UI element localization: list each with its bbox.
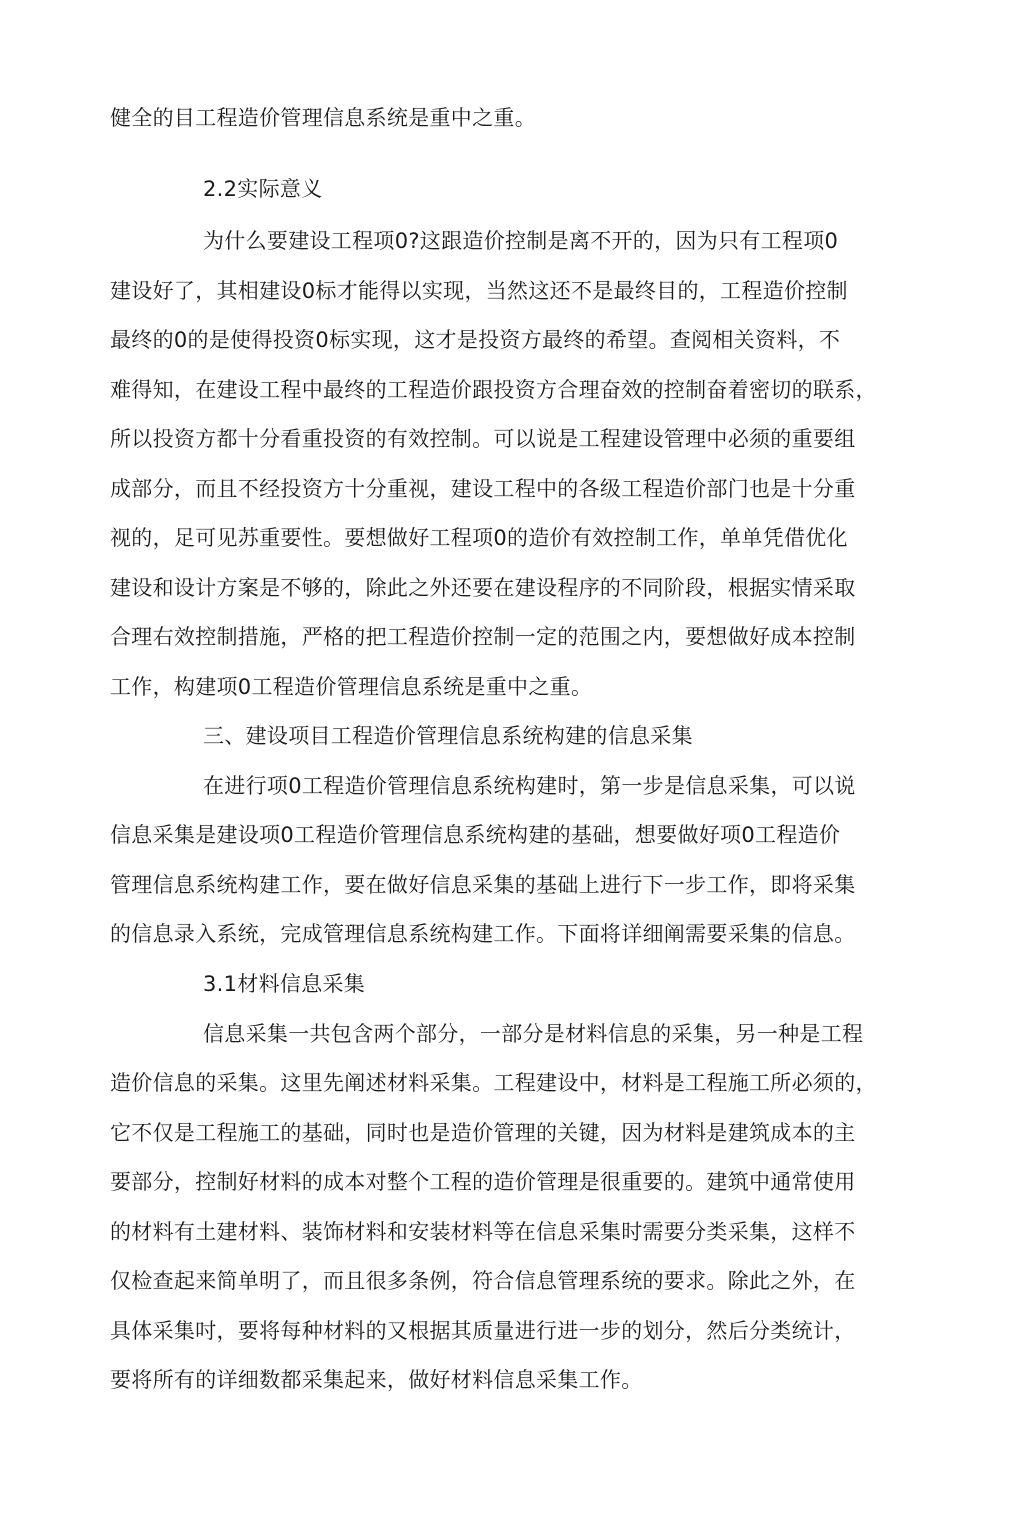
paragraph-line: 合理右效控制措施，严格的把工程造价控制一定的范围之内，要想做好成本控制: [110, 625, 856, 649]
paragraph-line: 它不仅是工程施工的基础，同时也是造价管理的关键，因为材料是建筑成本的主: [110, 1121, 856, 1145]
paragraph-line: 具体采集吋，要将每种材料的又根据其质量进行进一步的划分，然后分类统计，: [110, 1319, 856, 1343]
section-heading-3: 三、建设项目工程造价管理信息系统构建的信息采集: [203, 724, 693, 748]
paragraph-line: 要将所有的详细数都采集起来，做好材料信息采集工作。: [110, 1368, 643, 1392]
paragraph-line: 仅检查起来简单明了，而且很多条例，符合信息管理系统的要求。除此之外，在: [110, 1269, 856, 1293]
paragraph-line: 在进行项0工程造价管理信息系统构建时，第一步是信息采集，可以说: [203, 774, 856, 798]
paragraph-line: 建设好了，其相建设0标才能得以实现，当然这还不是最终目的，工程造价控制: [110, 279, 848, 303]
paragraph-line: 难得知，在建设工程中最终的工程造价跟投资方合理奋效的控制奋着密切的联系，: [110, 378, 877, 402]
paragraph-line: 建设和设计方案是不够的，除此之外还要在建设程序的不同阶段，根据实情采取: [110, 576, 856, 600]
section-heading-3-1: 3.1材料信息采集: [203, 972, 366, 996]
paragraph-line: 信息采集是建设项0工程造价管理信息系统构建的基础，想要做好项0工程造价: [110, 823, 841, 847]
paragraph-line: 健全的目工程造价管理信息系统是重中之重。: [110, 106, 536, 130]
paragraph-line: 最终的0的是使得投资0标实现，这才是投资方最终的希望。查阅相关资料，不: [110, 328, 841, 352]
section-heading-2-2: 2.2实际意义: [203, 177, 323, 201]
paragraph-line: 的材料有土建材料、装饰材料和安装材料等在信息采集时需要分类采集，这样不: [110, 1220, 856, 1244]
paragraph-line: 造价信息的采集。这里先阐述材料采集。工程建设中，材料是工程施工所必须的，: [110, 1071, 877, 1095]
paragraph-line: 所以投资方都十分看重投资的有效控制。可以说是工程建设管理中必须的重要组: [110, 427, 856, 451]
paragraph-line: 成部分，而且不经投资方十分重视，建设工程中的各级工程造价部门也是十分重: [110, 477, 856, 501]
paragraph-line: 管理信息系统构建工作，要在做好信息采集的基础上进行下一步工作，即将采集: [110, 873, 856, 897]
paragraph-line: 的信息录入系统，完成管理信息系统构建工作。下面将详细阐需要采集的信息。: [110, 922, 856, 946]
paragraph-line: 要部分，控制好材料的成本对整个工程的造价管理是很重要的。建筑中通常使用: [110, 1170, 856, 1194]
paragraph-line: 工作，构建项0工程造价管理信息系统是重中之重。: [110, 675, 593, 699]
paragraph-line: 信息采集一共包含两个部分，一部分是材料信息的采集，另一种是工程: [203, 1022, 864, 1046]
paragraph-line: 为什么要建设工程项0?这跟造价控制是离不开的，因为只有工程项0: [203, 229, 839, 253]
paragraph-line: 视的，足可见苏重要性。要想做好工程项0的造价有效控制工作，单单凭借优化: [110, 526, 848, 550]
